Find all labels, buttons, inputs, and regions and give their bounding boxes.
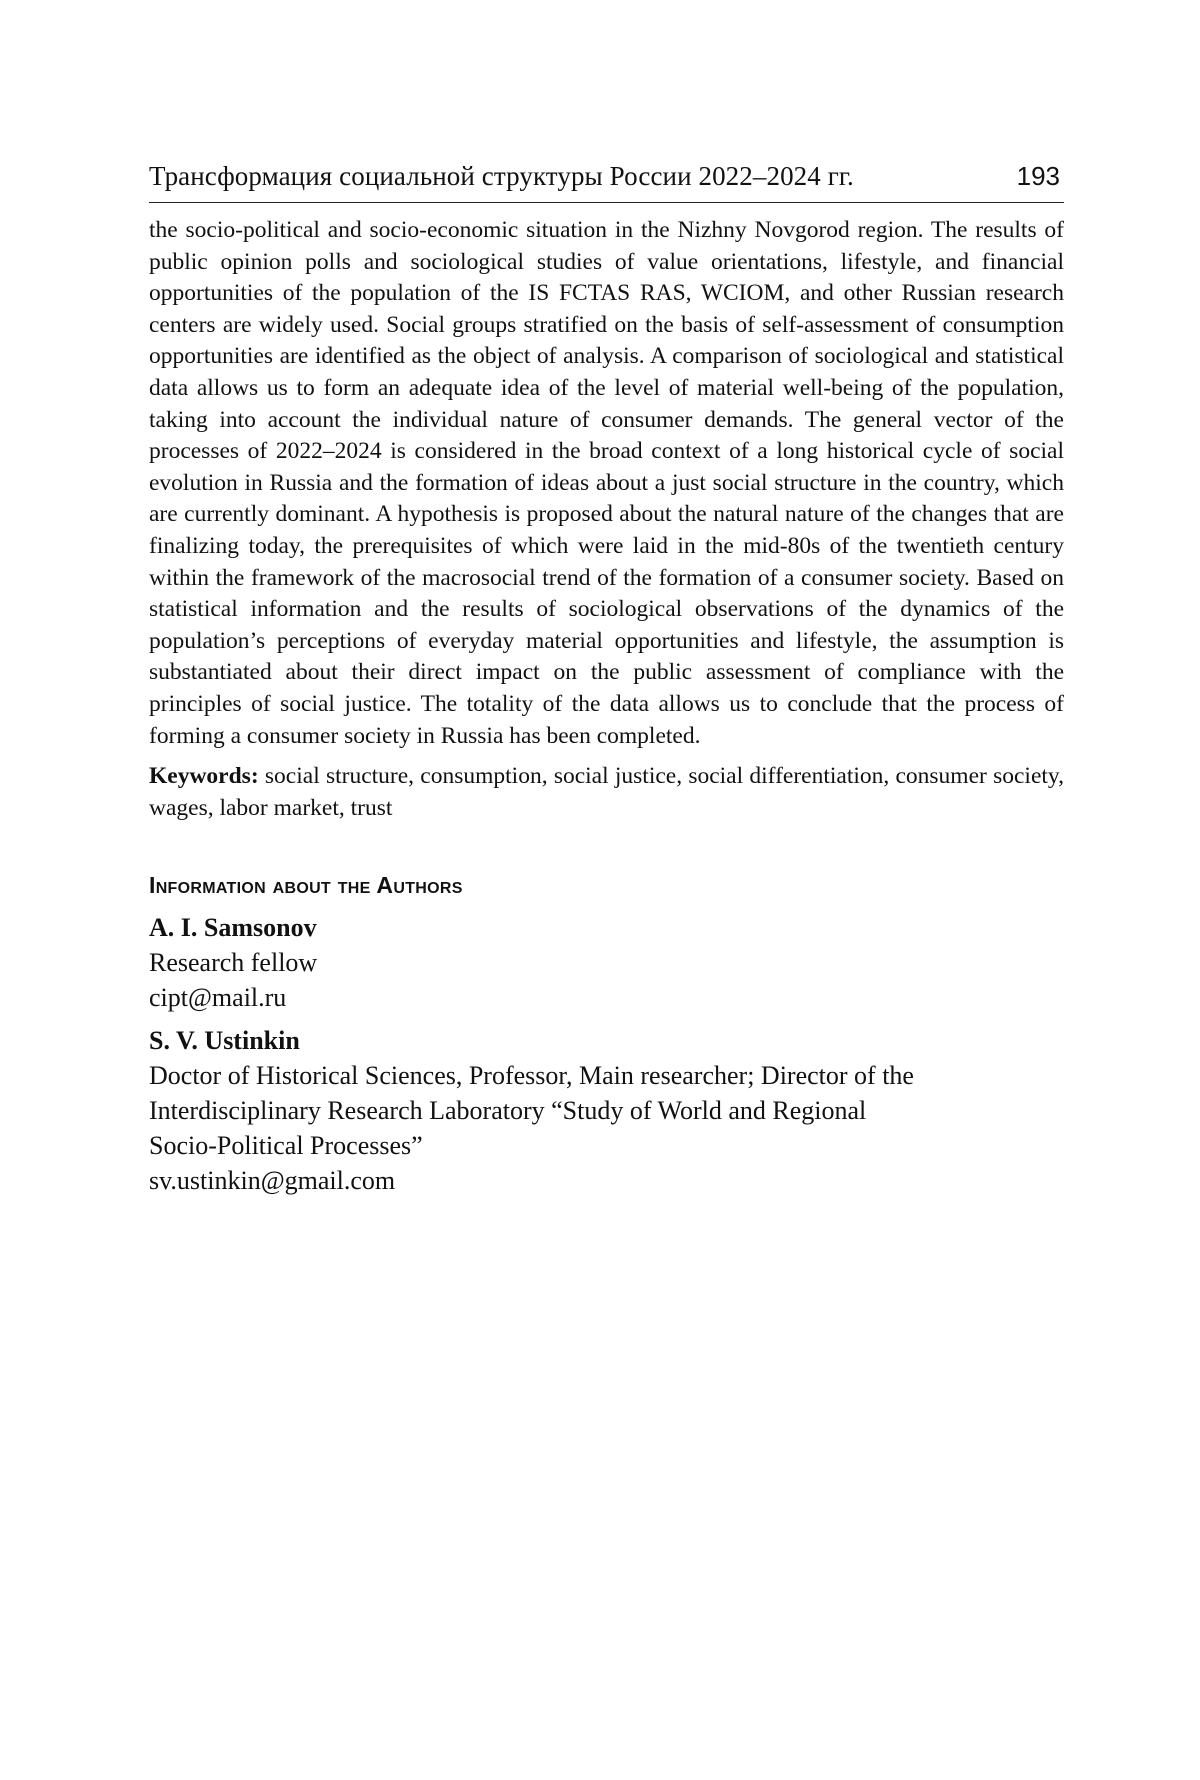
page-number: 193 <box>1016 161 1060 191</box>
keywords-label: Keywords: <box>149 763 259 790</box>
page <box>149 160 1064 1198</box>
author-position-line: Interdisciplinary Research Laboratory “Study of World and Regional <box>149 1096 867 1126</box>
author-position-line: Doctor of Historical Sciences, Professor, Main researcher; Director of the <box>149 1061 914 1091</box>
running-title: Трансформация социальной структуры России 2022–2024 гг. <box>149 161 854 191</box>
running-header <box>149 160 1064 203</box>
author-email: sv.ustinkin@gmail.com <box>149 1166 396 1196</box>
authors-section-heading: Information about the Authors <box>149 872 463 899</box>
author-position: Research fellow <box>149 948 318 978</box>
keywords-list: social structure, consumption, social justice, social differentiation, consumer society, wages, labor market, trust <box>149 763 1065 821</box>
abstract-paragraph: the socio-political and socio-economic situation in the Nizhny Novgorod region. The results of public opinion polls and sociological studies of value orientations, lifestyle, and financial opportunities of the population of the IS FCTAS RAS, WCIOM, and other Russian research centers are widely used. Social groups stratified on the basis of self-assessment of consumption opportunities are identified as the object of analysis. A comparison of sociological and statistical data allows us to form an adequate idea of the level of material well-being of the population, taking into account the individual nature of consumer demands. The general vector of the processes of 2022–2024 is considered in the broad context of a long historical cycle of social evolution in Russia and the formation of ideas about a just social structure in the country, which are currently dominant. A hypothesis is proposed about the natural nature of the changes that are finalizing today, the prerequisites of which were laid in the mid-80s of the twentieth century within the framework of the macrosocial trend of the formation of a consumer society. Based on statistical information and the results of sociological observations of the dynamics of the population’s perceptions of everyday material opportunities and lifestyle, the assumption is substantiated about their direct impact on the public assessment of compliance with the principles of social justice. The totality of the data allows us to conclude that the process of forming a consumer society in Russia has been completed. <box>149 217 1064 749</box>
author-position-line: Socio-Political Processes” <box>149 1131 423 1161</box>
author-email: cipt@mail.ru <box>149 983 287 1013</box>
author-block-samsonov <box>149 910 1064 1015</box>
author-name: S. V. Ustinkin <box>149 1026 300 1056</box>
author-name: A. I. Samsonov <box>149 913 317 943</box>
keywords-paragraph <box>149 761 1064 824</box>
author-block-ustinkin <box>149 1023 1064 1198</box>
